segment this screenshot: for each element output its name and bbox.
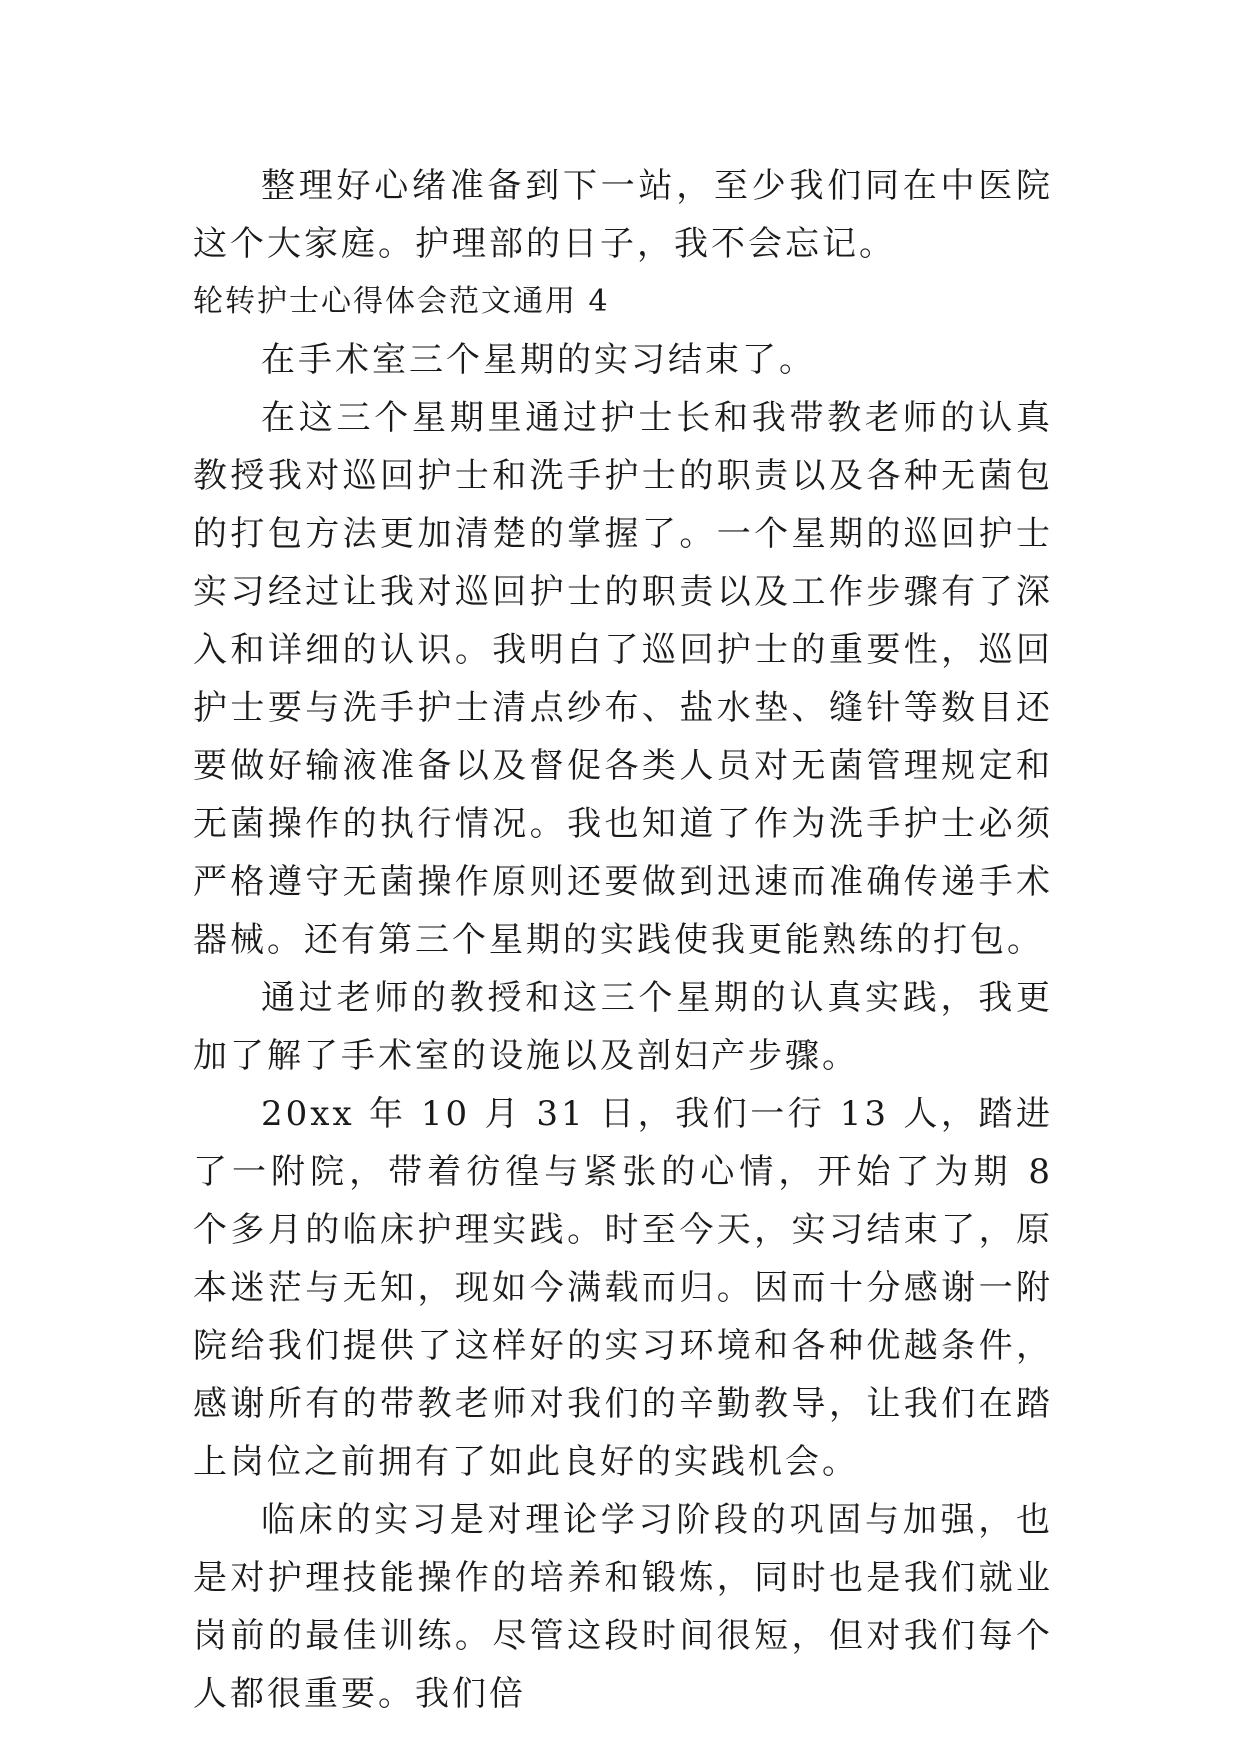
paragraph-clinical: 临床的实习是对理论学习阶段的巩固与加强，也是对护理技能操作的培养和锻炼，同时也是我们就业岗前的最佳训练。尽管这段时间很短，但对我们每个人都很重要。我们倍 [193,1500,1053,1714]
paragraph-intro: 在手术室三个星期的实习结束了。 [261,340,816,380]
document-body [193,157,1053,1723]
paragraph-understanding: 通过老师的教授和这三个星期的认真实践，我更加了解了手术室的设施以及剖妇产步骤。 [193,978,1053,1076]
paragraph-closing: 整理好心绪准备到下一站，至少我们同在中医院这个大家庭。护理部的日子，我不会忘记。 [193,166,1053,264]
paragraph-duties: 在这三个星期里通过护士长和我带教老师的认真教授我对巡回护士和洗手护士的职责以及各种无菌包的打包方法更加清楚的掌握了。一个星期的巡回护士实习经过让我对巡回护士的职责以及工作步骤有了深入和详细的认识。我明白了巡回护士的重要性，巡回护士要与洗手护士清点纱布、盐水垫、缝针等数目还要做好输液准备以及督促各类人员对无菌管理规定和无菌操作的执行情况。我也知道了作为洗手护士必须严格遵守无菌操作原则还要做到迅速而准确传递手术器械。还有第三个星期的实践使我更能熟练的打包。 [193,398,1053,960]
section-title: 轮转护士心得体会范文通用 4 [193,284,610,319]
paragraph-gratitude: 20xx 年 10 月 31 日，我们一行 13 人，踏进了一附院，带着彷徨与紧张的心情，开始了为期 8 个多月的临床护理实践。时至今天，实习结束了，原本迷茫与无知，现如今满载而归。因而十分感谢一附院给我们提供了这样好的实习环境和各种优越条件，感谢所有的带教老师对我们的辛勤教导，让我们在踏上岗位之前拥有了如此良好的实践机会。 [193,1094,1053,1482]
